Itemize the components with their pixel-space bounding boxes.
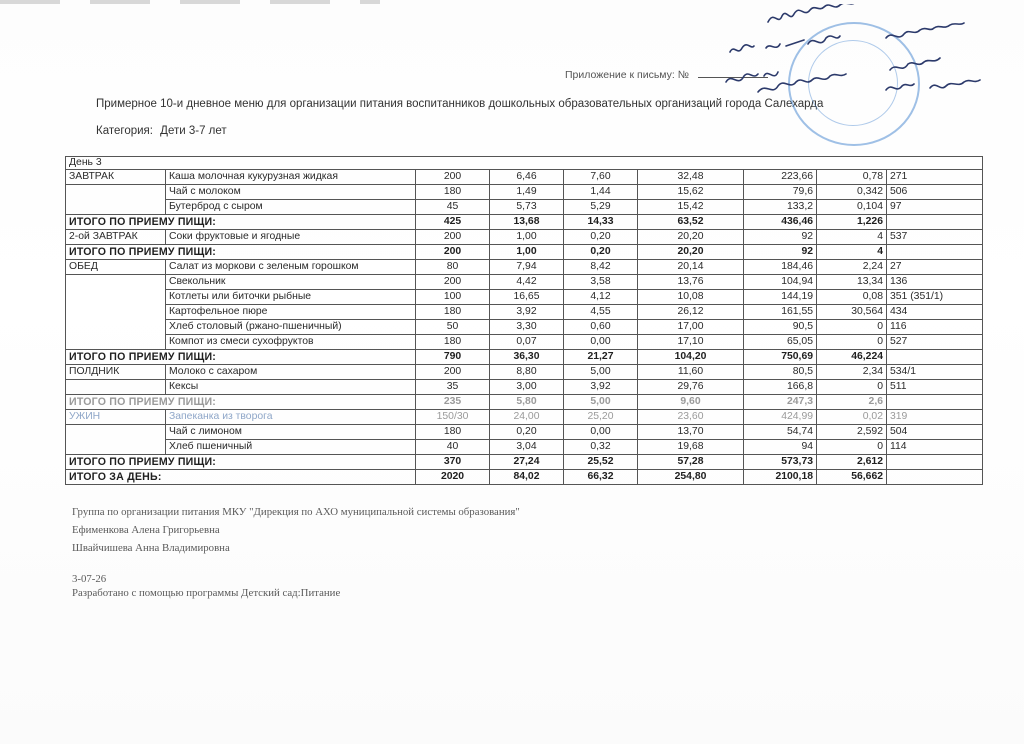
energy-cell: 80,5 xyxy=(744,365,817,380)
energy-cell: 92 xyxy=(744,245,817,260)
recipe-number-cell: 537 xyxy=(887,230,983,245)
dish-name: Чай с молоком xyxy=(166,185,416,200)
energy-cell: 2100,18 xyxy=(744,470,817,485)
dish-row xyxy=(66,260,983,275)
carbs-cell: 15,62 xyxy=(638,185,744,200)
recipe-number-cell: 27 xyxy=(887,260,983,275)
carbs-cell: 20,20 xyxy=(638,230,744,245)
dish-name: Картофельное пюре xyxy=(166,305,416,320)
total-label: ИТОГО ПО ПРИЕМУ ПИЩИ: xyxy=(66,395,416,410)
total-row xyxy=(66,245,983,260)
meal-cell: ПОЛДНИК xyxy=(66,365,166,380)
dish-row xyxy=(66,290,983,305)
carbs-cell: 32,48 xyxy=(638,170,744,185)
appendix-number-sign: № xyxy=(677,69,689,81)
dish-row xyxy=(66,185,983,200)
mass-cell: 200 xyxy=(416,170,490,185)
appendix-number-slot xyxy=(698,66,768,78)
vitamin-c-cell: 0,104 xyxy=(817,200,887,215)
footer-person-2: Швайчишева Анна Владимировна xyxy=(72,542,230,554)
dish-name: Бутерброд с сыром xyxy=(166,200,416,215)
energy-cell: 750,69 xyxy=(744,350,817,365)
protein-cell: 1,00 xyxy=(490,230,564,245)
fat-cell: 25,52 xyxy=(564,455,638,470)
recipe-number-cell: 116 xyxy=(887,320,983,335)
mass-cell: 40 xyxy=(416,440,490,455)
fat-cell: 5,29 xyxy=(564,200,638,215)
fat-cell: 0,60 xyxy=(564,320,638,335)
footer-group: Группа по организации питания МКУ "Дирекция по АХО муниципальной системы образования" xyxy=(72,506,520,518)
meal-cell: 2-ой ЗАВТРАК xyxy=(66,230,166,245)
total-label: ИТОГО ЗА ДЕНЬ: xyxy=(66,470,416,485)
energy-cell: 90,5 xyxy=(744,320,817,335)
recipe-number-cell: 534/1 xyxy=(887,365,983,380)
dish-name: Свекольник xyxy=(166,275,416,290)
dish-row xyxy=(66,380,983,395)
protein-cell: 8,80 xyxy=(490,365,564,380)
carbs-cell: 63,52 xyxy=(638,215,744,230)
protein-cell: 1,49 xyxy=(490,185,564,200)
mass-cell: 200 xyxy=(416,275,490,290)
meal-cell xyxy=(66,290,166,305)
protein-cell: 3,92 xyxy=(490,305,564,320)
fat-cell: 21,27 xyxy=(564,350,638,365)
protein-cell: 36,30 xyxy=(490,350,564,365)
appendix-label: Приложение к письму: xyxy=(565,69,675,81)
fat-cell: 4,55 xyxy=(564,305,638,320)
total-row xyxy=(66,215,983,230)
menu-table xyxy=(65,156,983,485)
meal-cell xyxy=(66,275,166,290)
vitamin-c-cell: 2,592 xyxy=(817,425,887,440)
total-row xyxy=(66,455,983,470)
protein-cell: 0,20 xyxy=(490,425,564,440)
recipe-number-cell xyxy=(887,470,983,485)
mass-cell: 50 xyxy=(416,320,490,335)
vitamin-c-cell: 0 xyxy=(817,440,887,455)
fat-cell: 5,00 xyxy=(564,365,638,380)
mass-cell: 180 xyxy=(416,335,490,350)
mass-cell: 45 xyxy=(416,200,490,215)
fat-cell: 8,42 xyxy=(564,260,638,275)
total-row xyxy=(66,350,983,365)
vitamin-c-cell: 1,226 xyxy=(817,215,887,230)
recipe-number-cell: 114 xyxy=(887,440,983,455)
energy-cell: 161,55 xyxy=(744,305,817,320)
fat-cell: 66,32 xyxy=(564,470,638,485)
vitamin-c-cell: 2,24 xyxy=(817,260,887,275)
vitamin-c-cell: 13,34 xyxy=(817,275,887,290)
vitamin-c-cell: 0 xyxy=(817,335,887,350)
mass-cell: 150/30 xyxy=(416,410,490,425)
energy-cell: 436,46 xyxy=(744,215,817,230)
fat-cell: 5,00 xyxy=(564,395,638,410)
fat-cell: 0,20 xyxy=(564,245,638,260)
carbs-cell: 254,80 xyxy=(638,470,744,485)
total-label: ИТОГО ПО ПРИЕМУ ПИЩИ: xyxy=(66,215,416,230)
dish-row xyxy=(66,440,983,455)
dish-name: Соки фруктовые и ягодные xyxy=(166,230,416,245)
energy-cell: 573,73 xyxy=(744,455,817,470)
dish-name: Кексы xyxy=(166,380,416,395)
category-line xyxy=(96,125,227,137)
recipe-number-cell xyxy=(887,395,983,410)
mass-cell: 80 xyxy=(416,260,490,275)
mass-cell: 180 xyxy=(416,425,490,440)
recipe-number-cell: 511 xyxy=(887,380,983,395)
protein-cell: 7,94 xyxy=(490,260,564,275)
carbs-cell: 13,70 xyxy=(638,425,744,440)
organization-stamp xyxy=(788,22,920,146)
vitamin-c-cell: 0,342 xyxy=(817,185,887,200)
mass-cell: 180 xyxy=(416,305,490,320)
fat-cell: 0,00 xyxy=(564,425,638,440)
energy-cell: 424,99 xyxy=(744,410,817,425)
recipe-number-cell: 319 xyxy=(887,410,983,425)
energy-cell: 65,05 xyxy=(744,335,817,350)
recipe-number-cell: 434 xyxy=(887,305,983,320)
scan-edge-mark xyxy=(0,0,380,4)
meal-cell xyxy=(66,425,166,440)
vitamin-c-cell: 46,224 xyxy=(817,350,887,365)
total-row xyxy=(66,395,983,410)
mass-cell: 200 xyxy=(416,245,490,260)
vitamin-c-cell: 0,02 xyxy=(817,410,887,425)
mass-cell: 35 xyxy=(416,380,490,395)
energy-cell: 79,6 xyxy=(744,185,817,200)
mass-cell: 2020 xyxy=(416,470,490,485)
carbs-cell: 9,60 xyxy=(638,395,744,410)
dish-name: Молоко с сахаром xyxy=(166,365,416,380)
carbs-cell: 11,60 xyxy=(638,365,744,380)
carbs-cell: 20,14 xyxy=(638,260,744,275)
recipe-number-cell: 527 xyxy=(887,335,983,350)
document-title: Примерное 10-и дневное меню для организации питания воспитанников дошкольных образовательных организаций города Салехарда xyxy=(96,98,824,110)
protein-cell: 3,00 xyxy=(490,380,564,395)
dish-row xyxy=(66,170,983,185)
energy-cell: 94 xyxy=(744,440,817,455)
dish-row xyxy=(66,410,983,425)
dish-name: Компот из смеси сухофруктов xyxy=(166,335,416,350)
protein-cell: 6,46 xyxy=(490,170,564,185)
dish-name: Каша молочная кукурузная жидкая xyxy=(166,170,416,185)
total-row xyxy=(66,470,983,485)
mass-cell: 425 xyxy=(416,215,490,230)
carbs-cell: 104,20 xyxy=(638,350,744,365)
protein-cell: 13,68 xyxy=(490,215,564,230)
dish-row xyxy=(66,425,983,440)
total-label: ИТОГО ПО ПРИЕМУ ПИЩИ: xyxy=(66,245,416,260)
meal-cell xyxy=(66,305,166,320)
vitamin-c-cell: 4 xyxy=(817,245,887,260)
meal-cell xyxy=(66,440,166,455)
protein-cell: 4,42 xyxy=(490,275,564,290)
day-label: День 3 xyxy=(66,157,983,170)
vitamin-c-cell: 4 xyxy=(817,230,887,245)
category-label: Категория: xyxy=(96,125,153,137)
meal-cell xyxy=(66,200,166,215)
energy-cell: 133,2 xyxy=(744,200,817,215)
vitamin-c-cell: 0,78 xyxy=(817,170,887,185)
energy-cell: 54,74 xyxy=(744,425,817,440)
fat-cell: 1,44 xyxy=(564,185,638,200)
protein-cell: 3,04 xyxy=(490,440,564,455)
meal-cell xyxy=(66,320,166,335)
meal-cell: ЗАВТРАК xyxy=(66,170,166,185)
dish-name: Котлеты или биточки рыбные xyxy=(166,290,416,305)
carbs-cell: 13,76 xyxy=(638,275,744,290)
vitamin-c-cell: 2,6 xyxy=(817,395,887,410)
carbs-cell: 10,08 xyxy=(638,290,744,305)
day-header-row xyxy=(66,157,983,170)
energy-cell: 104,94 xyxy=(744,275,817,290)
carbs-cell: 29,76 xyxy=(638,380,744,395)
recipe-number-cell xyxy=(887,455,983,470)
vitamin-c-cell: 0 xyxy=(817,380,887,395)
carbs-cell: 26,12 xyxy=(638,305,744,320)
recipe-number-cell xyxy=(887,215,983,230)
fat-cell: 7,60 xyxy=(564,170,638,185)
dish-row xyxy=(66,230,983,245)
dish-name: Чай с лимоном xyxy=(166,425,416,440)
footer-phone: 3-07-26 xyxy=(72,573,107,585)
footer-person-1: Ефименкова Алена Григорьевна xyxy=(72,524,220,536)
meal-cell: УЖИН xyxy=(66,410,166,425)
fat-cell: 0,32 xyxy=(564,440,638,455)
meal-cell: ОБЕД xyxy=(66,260,166,275)
dish-row xyxy=(66,305,983,320)
vitamin-c-cell: 56,662 xyxy=(817,470,887,485)
vitamin-c-cell: 2,612 xyxy=(817,455,887,470)
appendix-line xyxy=(565,66,768,81)
mass-cell: 200 xyxy=(416,365,490,380)
dish-row xyxy=(66,365,983,380)
protein-cell: 27,24 xyxy=(490,455,564,470)
protein-cell: 16,65 xyxy=(490,290,564,305)
energy-cell: 92 xyxy=(744,230,817,245)
mass-cell: 235 xyxy=(416,395,490,410)
protein-cell: 5,73 xyxy=(490,200,564,215)
protein-cell: 1,00 xyxy=(490,245,564,260)
dish-name: Хлеб столовый (ржано-пшеничный) xyxy=(166,320,416,335)
category-value: Дети 3-7 лет xyxy=(160,125,227,137)
carbs-cell: 23,60 xyxy=(638,410,744,425)
recipe-number-cell: 271 xyxy=(887,170,983,185)
dish-row xyxy=(66,200,983,215)
recipe-number-cell xyxy=(887,245,983,260)
total-label: ИТОГО ПО ПРИЕМУ ПИЩИ: xyxy=(66,455,416,470)
energy-cell: 247,3 xyxy=(744,395,817,410)
fat-cell: 14,33 xyxy=(564,215,638,230)
mass-cell: 790 xyxy=(416,350,490,365)
carbs-cell: 57,28 xyxy=(638,455,744,470)
dish-name: Запеканка из творога xyxy=(166,410,416,425)
mass-cell: 100 xyxy=(416,290,490,305)
protein-cell: 84,02 xyxy=(490,470,564,485)
fat-cell: 3,58 xyxy=(564,275,638,290)
carbs-cell: 17,00 xyxy=(638,320,744,335)
mass-cell: 370 xyxy=(416,455,490,470)
dish-row xyxy=(66,335,983,350)
mass-cell: 200 xyxy=(416,230,490,245)
recipe-number-cell xyxy=(887,350,983,365)
carbs-cell: 19,68 xyxy=(638,440,744,455)
protein-cell: 5,80 xyxy=(490,395,564,410)
meal-cell xyxy=(66,185,166,200)
energy-cell: 184,46 xyxy=(744,260,817,275)
recipe-number-cell: 97 xyxy=(887,200,983,215)
dish-row xyxy=(66,275,983,290)
fat-cell: 3,92 xyxy=(564,380,638,395)
mass-cell: 180 xyxy=(416,185,490,200)
vitamin-c-cell: 0,08 xyxy=(817,290,887,305)
vitamin-c-cell: 30,564 xyxy=(817,305,887,320)
protein-cell: 3,30 xyxy=(490,320,564,335)
vitamin-c-cell: 2,34 xyxy=(817,365,887,380)
recipe-number-cell: 351 (351/1) xyxy=(887,290,983,305)
carbs-cell: 20,20 xyxy=(638,245,744,260)
carbs-cell: 15,42 xyxy=(638,200,744,215)
fat-cell: 25,20 xyxy=(564,410,638,425)
carbs-cell: 17,10 xyxy=(638,335,744,350)
energy-cell: 223,66 xyxy=(744,170,817,185)
recipe-number-cell: 506 xyxy=(887,185,983,200)
dish-name: Хлеб пшеничный xyxy=(166,440,416,455)
vitamin-c-cell: 0 xyxy=(817,320,887,335)
energy-cell: 166,8 xyxy=(744,380,817,395)
recipe-number-cell: 504 xyxy=(887,425,983,440)
energy-cell: 144,19 xyxy=(744,290,817,305)
fat-cell: 0,20 xyxy=(564,230,638,245)
meal-cell xyxy=(66,380,166,395)
dish-row xyxy=(66,320,983,335)
fat-cell: 0,00 xyxy=(564,335,638,350)
recipe-number-cell: 136 xyxy=(887,275,983,290)
total-label: ИТОГО ПО ПРИЕМУ ПИЩИ: xyxy=(66,350,416,365)
fat-cell: 4,12 xyxy=(564,290,638,305)
protein-cell: 24,00 xyxy=(490,410,564,425)
meal-cell xyxy=(66,335,166,350)
dish-name: Салат из моркови с зеленым горошком xyxy=(166,260,416,275)
protein-cell: 0,07 xyxy=(490,335,564,350)
footer-developed: Разработано с помощью программы Детский сад:Питание xyxy=(72,587,341,599)
